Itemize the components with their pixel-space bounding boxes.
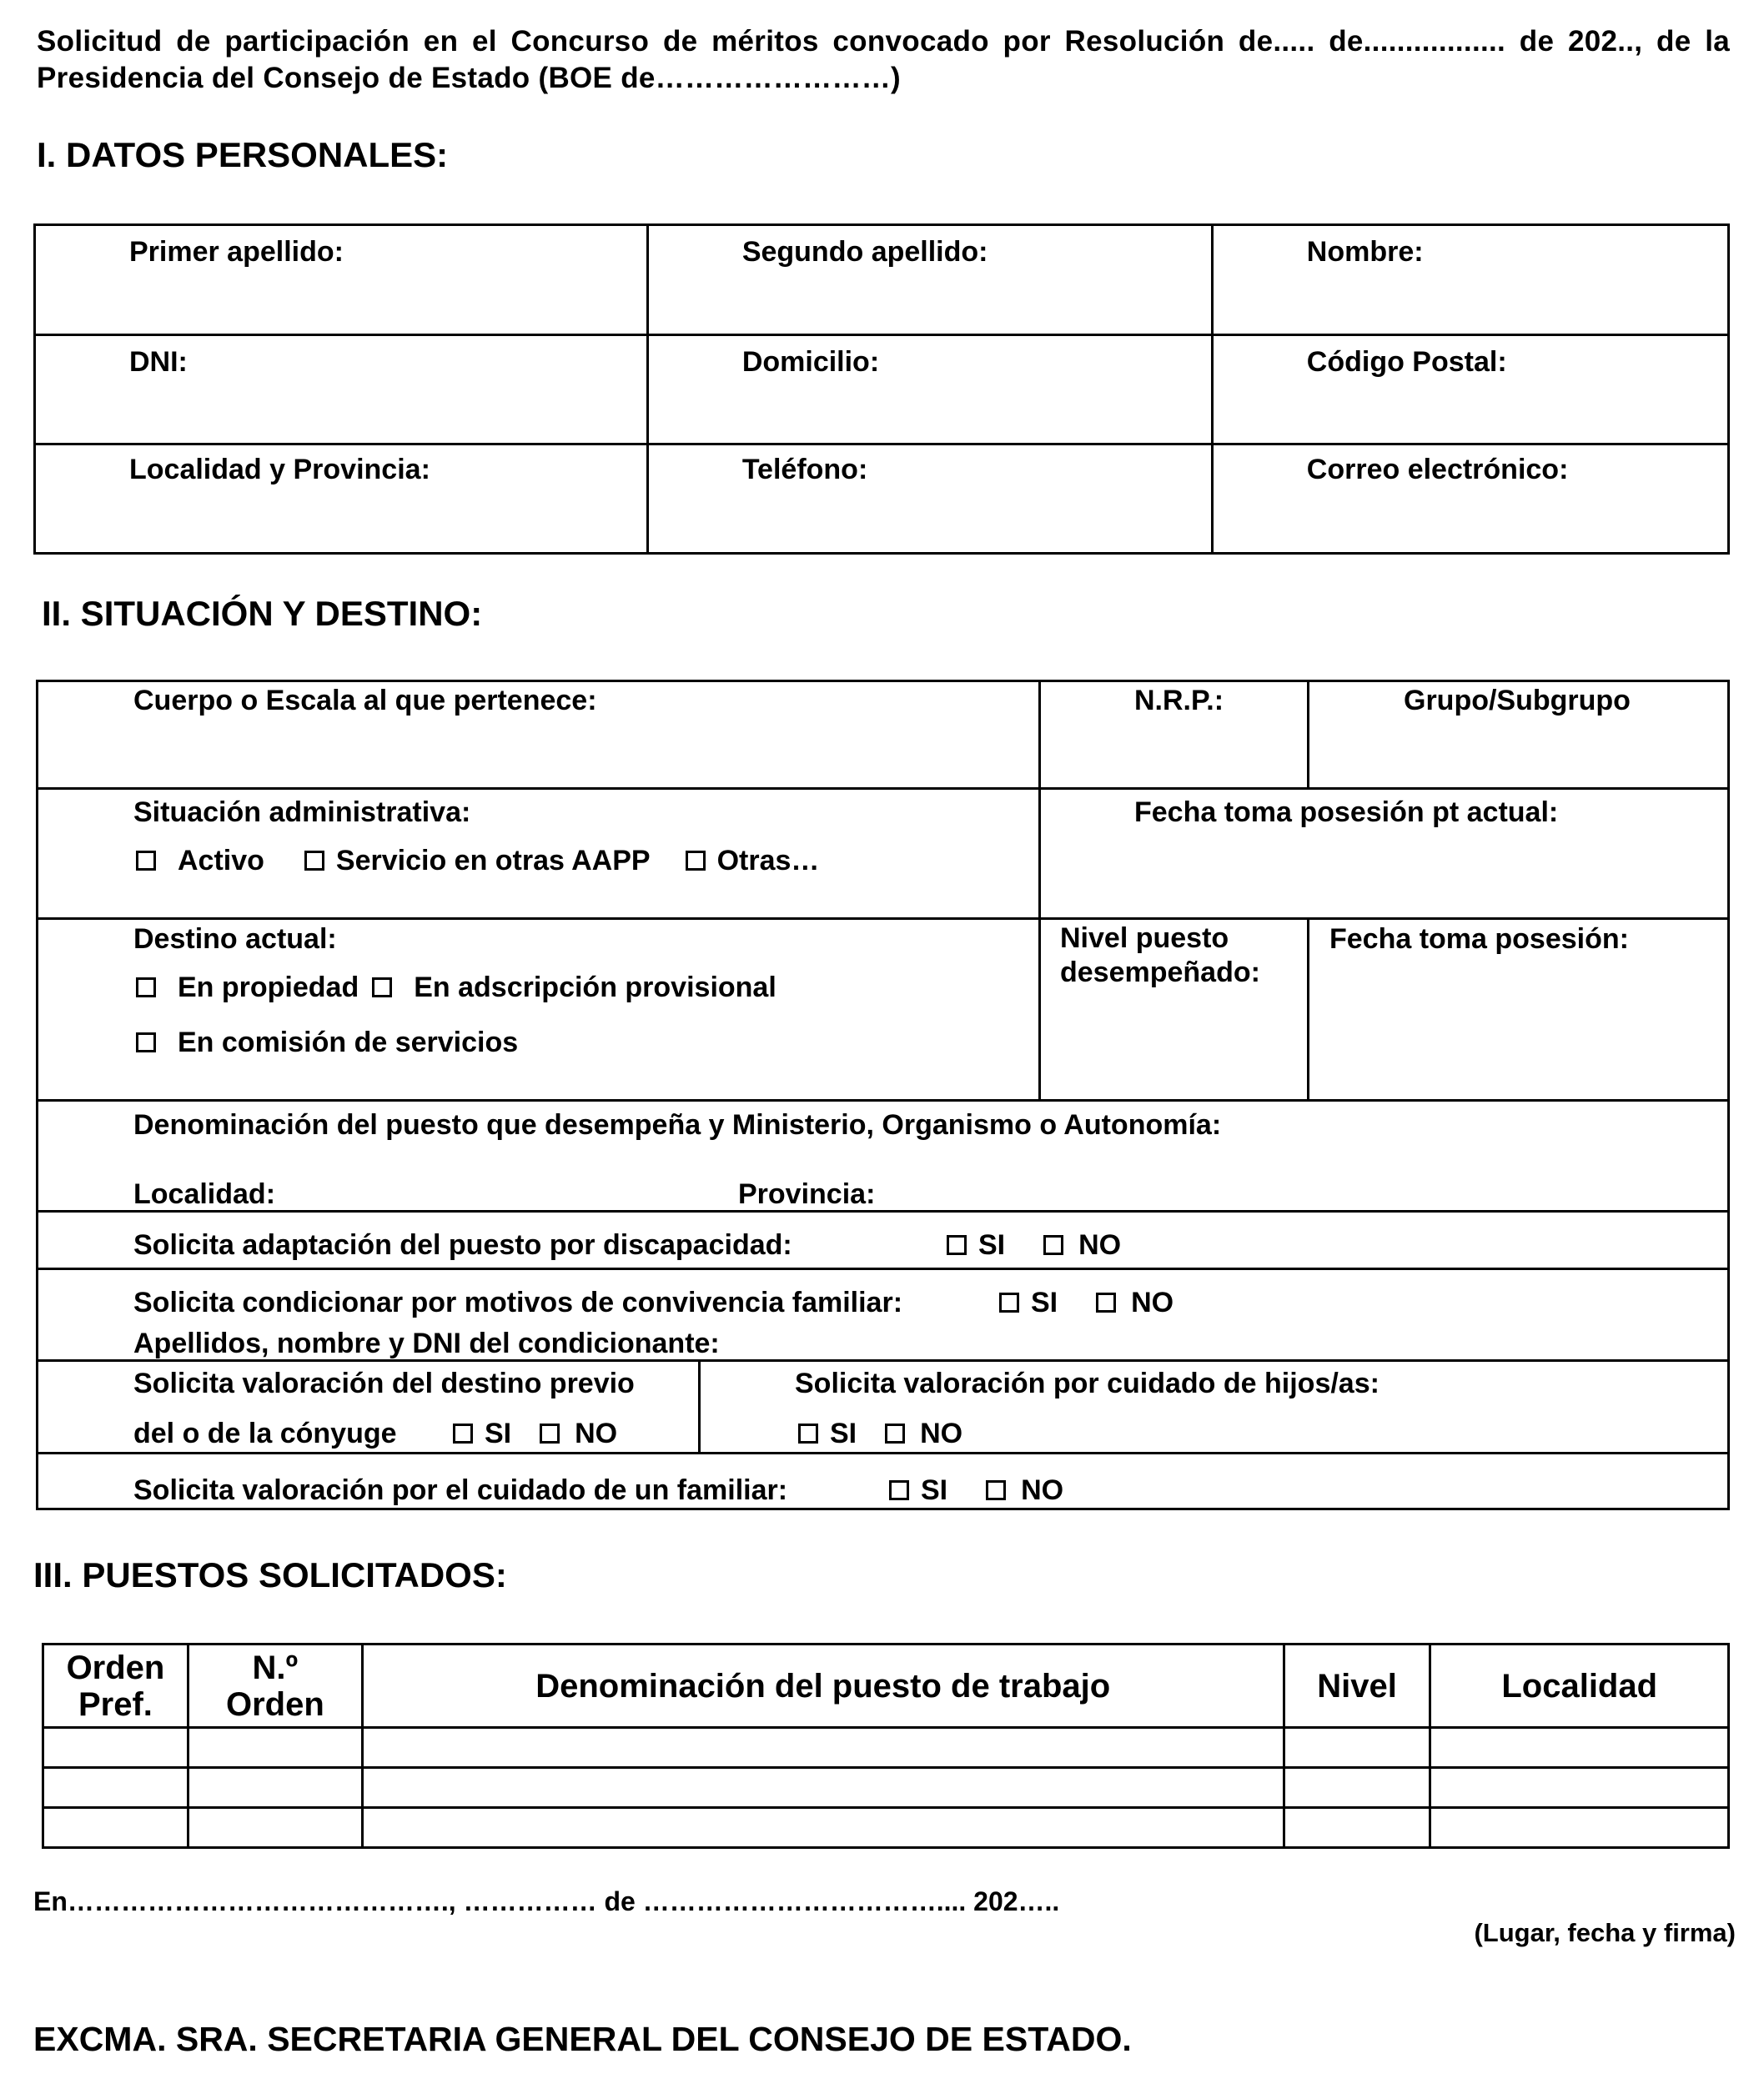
family-yes-checkbox[interactable] [999,1293,1019,1313]
table-cell[interactable] [362,1808,1284,1848]
children-no-label: NO [920,1418,963,1449]
table-cell[interactable] [43,1728,188,1768]
family-no-checkbox[interactable] [1096,1293,1116,1313]
positions-table [42,1643,1730,1849]
table-cell[interactable] [1430,1768,1729,1808]
postal-code-cell[interactable] [1212,335,1728,444]
family-yes-label: SI [1031,1287,1058,1318]
conditioner-label: Apellidos, nombre y DNI del condicionante: [133,1328,720,1359]
header-order-number: N.º Orden [188,1645,362,1728]
disability-no-label: NO [1078,1229,1122,1261]
province-label: Provincia: [738,1178,876,1210]
locality-province-cell[interactable] [35,444,648,554]
table-cell[interactable] [43,1808,188,1848]
personal-data-table [33,223,1730,555]
admin-situation-label: Situación administrativa: [133,796,471,828]
level-label: Nivel puesto desempeñado: [1060,922,1260,988]
table-cell[interactable] [188,1728,362,1768]
relative-label: Solicita valoración por el cuidado de un familiar: [133,1474,788,1506]
active-label: Activo [178,845,264,876]
place-date-line[interactable]: En……………………………………., …………… de …………………………….... 202….. [33,1886,1060,1916]
section-title-situation: II. SITUACIÓN Y DESTINO: [42,594,483,633]
posession-date-current-label: Fecha toma posesión pt actual: [1134,796,1559,828]
table-cell[interactable] [1430,1808,1729,1848]
dni-label: DNI: [129,346,188,378]
relative-yes-checkbox[interactable] [889,1480,909,1500]
commission-label: En comisión de servicios [178,1027,519,1058]
others-label: Otras… [716,845,820,876]
table-row [43,1728,1729,1768]
table-row [43,1808,1729,1848]
table-cell[interactable] [1284,1808,1430,1848]
locality-label: Localidad: [133,1178,276,1210]
ownership-checkbox[interactable] [136,977,156,997]
header-order-pref: Orden Pref. [43,1645,188,1728]
dni-cell[interactable] [35,335,648,444]
spouse-no-checkbox[interactable] [540,1424,560,1444]
email-label: Correo electrónico: [1306,454,1569,485]
phone-label: Teléfono: [741,454,868,485]
others-checkbox[interactable] [686,851,706,871]
first-surname-label: Primer apellido: [129,236,344,268]
section-title-positions: III. PUESTOS SOLICITADOS: [33,1555,507,1594]
address-label: Domicilio: [741,346,880,378]
table-cell[interactable] [1284,1728,1430,1768]
table-cell[interactable] [362,1728,1284,1768]
children-no-checkbox[interactable] [885,1424,905,1444]
first-surname-cell[interactable] [35,225,648,335]
position-name-label: Denominación del puesto que desempeña y Ministerio, Organismo o Autonomía: [133,1109,1222,1141]
spouse-yes-label: SI [485,1418,512,1449]
other-aapp-label: Servicio en otras AAPP [335,845,651,876]
spouse-label-line1: Solicita valoración del destino previo [133,1368,635,1399]
address-cell[interactable] [647,335,1212,444]
current-destination-label: Destino actual: [133,923,337,955]
disability-yes-label: SI [978,1229,1006,1261]
addressee: EXCMA. SRA. SECRETARIA GENERAL DEL CONSEJO DE ESTADO. [33,2020,1132,2058]
name-cell[interactable] [1212,225,1728,335]
relative-no-checkbox[interactable] [986,1480,1006,1500]
children-yes-checkbox[interactable] [798,1424,818,1444]
intro-text: Solicitud de participación en el Concurso de méritos convocado por Resolución de..... de................. de 202.., de la Presidencia del Consejo de Estado (BOE de……………………) [37,25,1730,94]
table-cell[interactable] [188,1808,362,1848]
disability-no-checkbox[interactable] [1043,1235,1063,1255]
table-cell[interactable] [188,1768,362,1808]
email-cell[interactable] [1212,444,1728,554]
children-yes-label: SI [830,1418,857,1449]
ownership-label: En propiedad [178,972,359,1003]
name-label: Nombre: [1306,236,1424,268]
table-cell[interactable] [43,1768,188,1808]
header-level: Nivel [1284,1645,1430,1728]
other-aapp-checkbox[interactable] [304,851,324,871]
table-row [43,1768,1729,1808]
section-title-personal: I. DATOS PERSONALES: [37,135,449,174]
children-label: Solicita valoración por cuidado de hijos/as: [795,1368,1380,1399]
relative-no-label: NO [1021,1474,1064,1506]
spouse-yes-checkbox[interactable] [453,1424,473,1444]
commission-checkbox[interactable] [136,1032,156,1052]
active-checkbox[interactable] [136,851,156,871]
group-label: Grupo/Subgrupo [1404,685,1631,716]
table-cell[interactable] [362,1768,1284,1808]
body-scale-label: Cuerpo o Escala al que pertenece: [133,685,597,716]
spouse-label-line2: del o de la cónyuge [133,1418,397,1449]
table-cell[interactable] [1284,1768,1430,1808]
postal-code-label: Código Postal: [1306,346,1507,378]
provisional-label: En adscripción provisional [414,972,776,1003]
phone-cell[interactable] [647,444,1212,554]
second-surname-label: Segundo apellido: [741,236,988,268]
header-locality: Localidad [1430,1645,1729,1728]
relative-yes-label: SI [921,1474,948,1506]
disability-label: Solicita adaptación del puesto por discapacidad: [133,1229,792,1261]
nrp-label: N.R.P.: [1134,685,1224,716]
locality-province-label: Localidad y Provincia: [129,454,430,485]
family-no-label: NO [1131,1287,1174,1318]
second-surname-cell[interactable] [647,225,1212,335]
header-position-name: Denominación del puesto de trabajo [362,1645,1284,1728]
posession-date-label: Fecha toma posesión: [1329,923,1629,955]
spouse-no-label: NO [575,1418,618,1449]
provisional-checkbox[interactable] [372,977,392,997]
table-cell[interactable] [1430,1728,1729,1768]
family-label: Solicita condicionar por motivos de convivencia familiar: [133,1287,903,1318]
place-date-note: (Lugar, fecha y firma) [1474,1918,1736,1947]
disability-yes-checkbox[interactable] [947,1235,967,1255]
